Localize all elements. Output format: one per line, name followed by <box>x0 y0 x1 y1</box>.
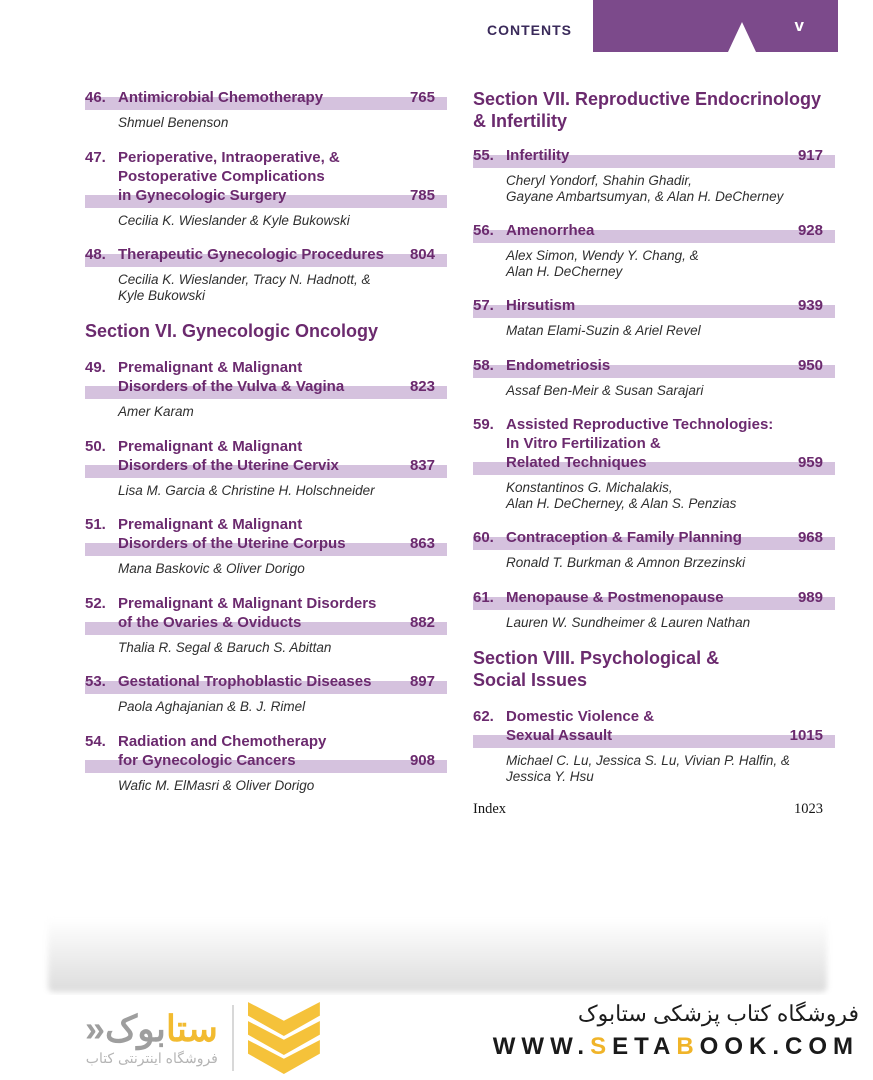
page-number: 785 <box>409 186 435 204</box>
page-number: 950 <box>797 356 823 374</box>
chapter-title: Premalignant & Malignant <box>118 359 303 376</box>
page-number: 917 <box>797 147 823 164</box>
toc-entry-49: 49. Premalignant & Malignant Disorders of the Vulva & Vagina 823 Amer Karam <box>85 358 447 420</box>
chapter-authors: Mana Baskovic & Oliver Dorigo <box>118 561 305 576</box>
section-heading-vi: Section VI. Gynecologic Oncology <box>85 321 379 341</box>
chapter-title: Premalignant & Malignant <box>118 516 303 533</box>
toc-entry-46 <box>85 88 447 131</box>
chapter-number: 49. <box>85 359 106 376</box>
chapter-number: 51. <box>85 516 106 533</box>
chapter-number: 58. <box>473 356 494 374</box>
toc-entry-50: 50. Premalignant & Malignant Disorders of the Uterine Cervix 837 Lisa M. Garcia & Christine H. Holschneider <box>85 437 447 499</box>
chapter-authors: Lisa M. Garcia & Christine H. Holschneider <box>118 482 375 498</box>
setabook-wordmark: ستابوک« <box>85 1008 218 1049</box>
chapter-authors: Matan Elami-Suzin & Ariel Revel <box>506 323 701 338</box>
chapter-title: Therapeutic Gynecologic Procedures <box>118 246 384 263</box>
page-number-banner <box>593 0 838 52</box>
chapter-number: 57. <box>473 297 494 314</box>
chapter-number: 52. <box>85 594 106 612</box>
chapter-number: 62. <box>473 708 494 725</box>
chapter-authors: Cecilia K. Wieslander & Kyle Bukowski <box>118 212 350 228</box>
toc-entry-53 <box>85 672 447 715</box>
toc-entry-62: 62. Domestic Violence & Sexual Assault 1015 Michael C. Lu, Jessica S. Lu, Vivian P. Halfin, & Jessica Y. Hsu <box>473 707 835 784</box>
toc-entry-61 <box>473 588 835 631</box>
chapter-authors: Amer Karam <box>118 404 194 419</box>
setabook-book-icon <box>248 1002 320 1074</box>
chapter-title: Gestational Trophoblastic Diseases <box>118 673 372 690</box>
chapter-title: Perioperative, Intraoperative, & <box>118 148 340 166</box>
section-heading-viii: Section VIII. Psychological & Social Issues <box>473 648 720 690</box>
page-number: 968 <box>797 529 823 546</box>
toc-entry-60 <box>473 528 835 571</box>
bookstore-footer <box>0 995 873 1080</box>
chapter-number: 55. <box>473 147 494 164</box>
chapter-title: Antimicrobial Chemotherapy <box>118 89 324 106</box>
chapter-title: Domestic Violence & <box>506 708 655 725</box>
index-label: Index <box>473 801 507 817</box>
index-entry <box>473 801 835 818</box>
chapter-authors: Shmuel Benenson <box>118 115 229 130</box>
page-number: 928 <box>797 222 823 239</box>
page-number: 882 <box>409 613 435 631</box>
page-edge-shadow <box>48 918 827 992</box>
toc-entry-54: 54. Radiation and Chemotherapy for Gynecologic Cancers 908 Wafic M. ElMasri & Oliver Dorigo <box>85 732 447 794</box>
chapter-title: Menopause & Postmenopause <box>506 588 724 606</box>
chapter-authors: Thalia R. Segal & Baruch S. Abittan <box>118 639 332 655</box>
toc-entry-52: 52. Premalignant & Malignant Disorders of the Ovaries & Oviducts 882 Thalia R. Segal & Baruch S. Abittan <box>85 594 447 656</box>
chapter-title: Endometriosis <box>506 356 611 374</box>
roman-page-number: v <box>794 16 804 35</box>
page-number: 804 <box>409 246 435 263</box>
chapter-title: Assisted Reproductive Technologies: <box>506 416 774 433</box>
page-number: 959 <box>797 454 823 471</box>
page-number: 908 <box>409 751 435 769</box>
page-number: 897 <box>409 673 435 690</box>
toc-entry-56 <box>473 221 835 279</box>
chapter-title: Premalignant & Malignant <box>118 437 303 455</box>
chapter-authors: Cecilia K. Wieslander, Tracy N. Hadnott, & Kyle Bukowski <box>118 272 371 303</box>
chapter-authors: Cheryl Yondorf, Shahin Ghadir, Gayane Ambartsumyan, & Alan H. DeCherney <box>506 173 784 204</box>
page-number: 863 <box>409 535 435 552</box>
chapter-number: 46. <box>85 89 106 106</box>
toc-entry-58 <box>473 356 835 399</box>
store-url: WWW.SETABOOK.COM <box>492 1033 859 1060</box>
toc-right-column <box>473 88 835 818</box>
toc-entry-57 <box>473 296 835 339</box>
toc-entry-51: 51. Premalignant & Malignant Disorders of the Uterine Corpus 863 Mana Baskovic & Oliver Dorigo <box>85 515 447 577</box>
chapter-title: Premalignant & Malignant Disorders <box>118 594 377 612</box>
index-page-number: 1023 <box>794 801 823 817</box>
chapter-authors: Wafic M. ElMasri & Oliver Dorigo <box>118 777 315 793</box>
store-info <box>493 999 859 1061</box>
setabook-logo <box>85 1002 320 1074</box>
chapter-number: 61. <box>473 588 494 606</box>
toc-entry-47: 47. Perioperative, Intraoperative, & Postoperative Complications in Gynecologic Surgery 785 Cecilia K. Wieslander & Kyle Bukowski <box>85 148 447 229</box>
chapter-title: Radiation and Chemotherapy <box>118 732 327 750</box>
page-number: 939 <box>797 297 823 314</box>
toc-entry-55 <box>473 146 835 204</box>
chapter-authors: Lauren W. Sundheimer & Lauren Nathan <box>506 614 751 630</box>
chapter-authors: Michael C. Lu, Jessica S. Lu, Vivian P. Halfin, & Jessica Y. Hsu <box>506 753 790 784</box>
chapter-number: 59. <box>473 416 494 433</box>
chapter-title: Contraception & Family Planning <box>506 529 742 546</box>
chapter-authors: Ronald T. Burkman & Amnon Brzezinski <box>506 555 746 570</box>
chapter-title: Hirsutism <box>506 297 576 314</box>
contents-heading: CONTENTS <box>487 22 572 38</box>
chapter-title: Infertility <box>506 147 570 164</box>
page-number: 765 <box>409 89 435 106</box>
logo-tagline: فروشگاه اینترنتی کتاب <box>85 1050 218 1066</box>
chapter-title: Amenorrhea <box>506 222 595 239</box>
store-title: فروشگاه کتاب پزشکی ستابوک <box>577 1001 859 1026</box>
chapter-number: 54. <box>85 732 106 750</box>
chapter-number: 56. <box>473 222 494 239</box>
page-number: 837 <box>409 456 435 474</box>
page-number: 1015 <box>789 727 823 744</box>
toc-left-column <box>85 88 447 810</box>
chapter-number: 53. <box>85 673 106 690</box>
chapter-authors: Assaf Ben-Meir & Susan Sarajari <box>506 382 704 398</box>
guillemet-mark: « <box>85 1008 106 1049</box>
chapter-number: 60. <box>473 529 494 546</box>
banner-notch-triangle <box>728 22 756 52</box>
chapter-number: 48. <box>85 246 106 263</box>
toc-entry-48 <box>85 245 447 303</box>
page-number: 823 <box>409 378 435 395</box>
page-number: 989 <box>797 588 823 606</box>
chapter-number: 47. <box>85 148 106 166</box>
chapter-authors: Konstantinos G. Michalakis, Alan H. DeCherney, & Alan S. Penzias <box>506 480 737 511</box>
chapter-authors: Paola Aghajanian & B. J. Rimel <box>118 699 306 714</box>
logo-divider <box>232 1005 234 1071</box>
chapter-authors: Alex Simon, Wendy Y. Chang, & Alan H. DeCherney <box>506 248 699 279</box>
toc-entry-59: 59. Assisted Reproductive Technologies: In Vitro Fertilization & Related Techniques 959 Konstantinos G. Michalakis, Alan H. DeCherney, & Alan S. Penzias <box>473 415 835 511</box>
section-heading-vii: Section VII. Reproductive Endocrinology & Infertility <box>473 89 822 131</box>
chapter-number: 50. <box>85 437 106 455</box>
